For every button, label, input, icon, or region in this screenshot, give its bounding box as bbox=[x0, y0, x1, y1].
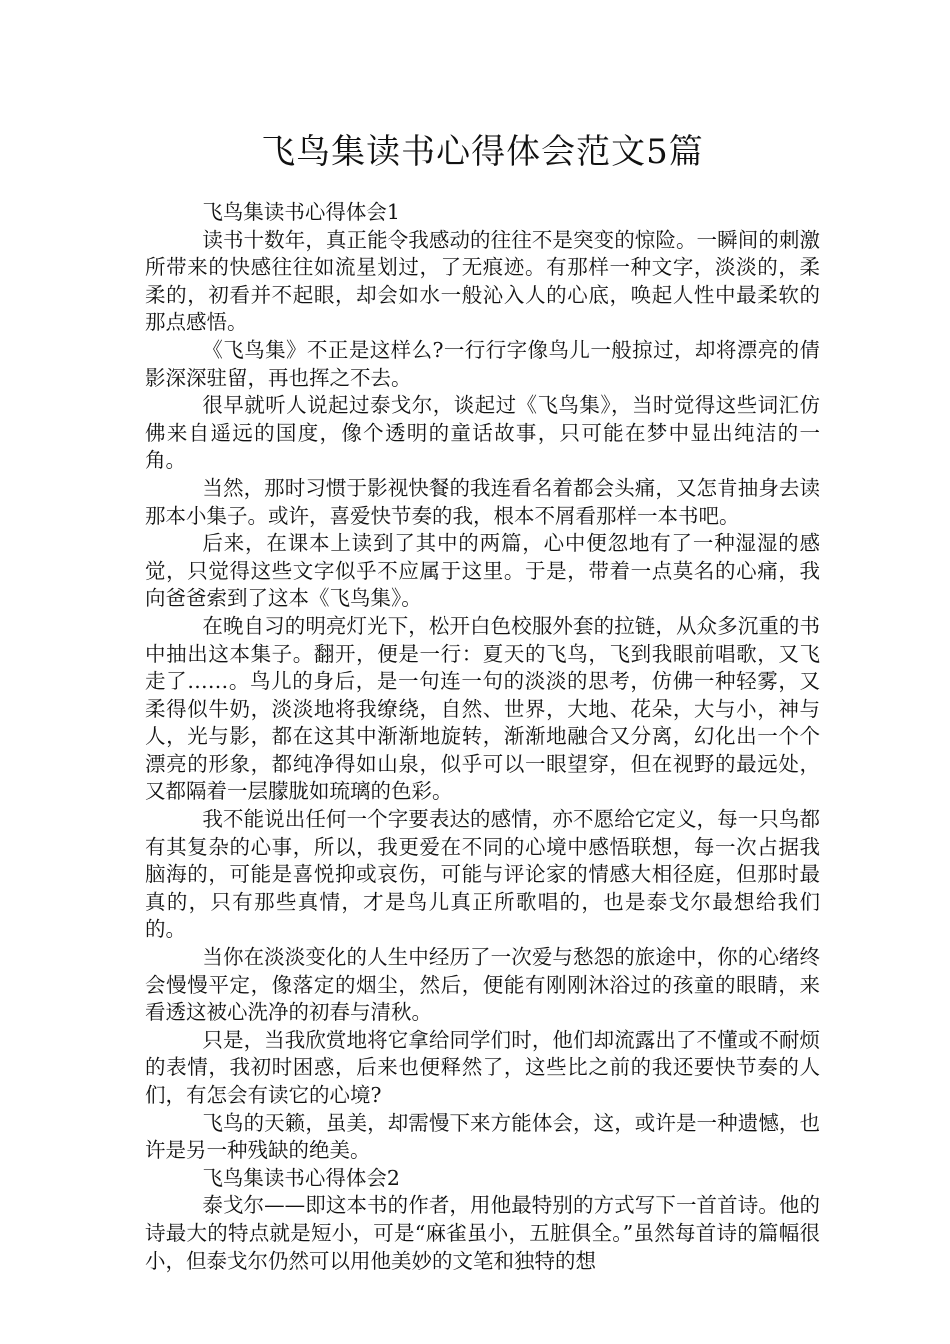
paragraph: 在晚自习的明亮灯光下，松开白色校服外套的拉链，从众多沉重的书中抽出这本集子。翻开，便是一行：夏天的飞鸟，飞到我眼前唱歌，又飞走了……。鸟儿的身后，是一句连一句的淡淡的思考，仿佛一种轻雾，又柔得似牛奶，淡淡地将我缭绕，自然、世界，大地、花朵，大与小，神与人，光与影，都在这其中渐渐地旋转，渐渐地融合又分离，幻化出一个个漂亮的形象，都纯净得如山泉，似乎可以一眼望穿，但在视野的最远处，又都隔着一层朦胧如琉璃的色彩。 bbox=[145, 613, 820, 804]
document-body bbox=[145, 199, 820, 1275]
section-heading-2: 飞鸟集读书心得体会2 bbox=[202, 1165, 400, 1190]
paragraph: 很早就听人说起过泰戈尔，谈起过《飞鸟集》，当时觉得这些词汇仿佛来自遥远的国度，像个透明的童话故事，只可能在梦中显出纯洁的一角。 bbox=[145, 393, 820, 473]
document-title: 飞鸟集读书心得体会范文5篇 bbox=[261, 132, 704, 172]
paragraph: 后来，在课本上读到了其中的两篇，心中便忽地有了一种湿湿的感觉，只觉得这些文字似乎不应属于这里。于是，带着一点莫名的心痛，我向爸爸索到了这本《飞鸟集》。 bbox=[145, 531, 820, 611]
paragraph: 只是，当我欣赏地将它拿给同学们时，他们却流露出了不懂或不耐烦的表情，我初时困惑，后来也便释然了，这些比之前的我还要快节奏的人们，有怎会有读它的心境? bbox=[145, 1027, 820, 1107]
paragraph: 《飞鸟集》不正是这样么?一行行字像鸟儿一般掠过，却将漂亮的倩影深深驻留，再也挥之不去。 bbox=[145, 337, 820, 390]
paragraph: 泰戈尔——即这本书的作者，用他最特别的方式写下一首首诗。他的诗最大的特点就是短小，可是“麻雀虽小，五脏俱全。”虽然每首诗的篇幅很小，但泰戈尔仍然可以用他美妙的文笔和独特的想 bbox=[145, 1193, 820, 1273]
paragraph: 我不能说出任何一个字要表达的感情，亦不愿给它定义，每一只鸟都有其复杂的心事，所以，我更爱在不同的心境中感悟联想，每一次占据我脑海的，可能是喜悦抑或哀伤，可能与评论家的情感大相径庭，但那时最真的，只有那些真情，才是鸟儿真正所歌唱的，也是泰戈尔最想给我们的。 bbox=[145, 807, 820, 942]
section-heading-1: 飞鸟集读书心得体会1 bbox=[202, 200, 400, 224]
paragraph: 读书十数年，真正能令我感动的往往不是突变的惊险。一瞬间的刺激所带来的快感往往如流星划过，了无痕迹。有那样一种文字，淡淡的，柔柔的，初看并不起眼，却会如水一般沁入人的心底，唤起人性中最柔软的那点感悟。 bbox=[145, 227, 820, 335]
paragraph: 当你在淡淡变化的人生中经历了一次爱与愁怨的旅途中，你的心绪终会慢慢平定，像落定的烟尘，然后，便能有刚刚沐浴过的孩童的眼睛，来看透这被心洗净的初春与清秋。 bbox=[145, 945, 820, 1025]
paragraph: 当然，那时习惯于影视快餐的我连看名着都会头痛，又怎肯抽身去读那本小集子。或许，喜爱快节奏的我，根本不屑看那样一本书吧。 bbox=[145, 475, 820, 528]
paragraph: 飞鸟的天籁，虽美，却需慢下来方能体会，这，或许是一种遗憾，也许是另一种残缺的绝美。 bbox=[145, 1110, 820, 1163]
